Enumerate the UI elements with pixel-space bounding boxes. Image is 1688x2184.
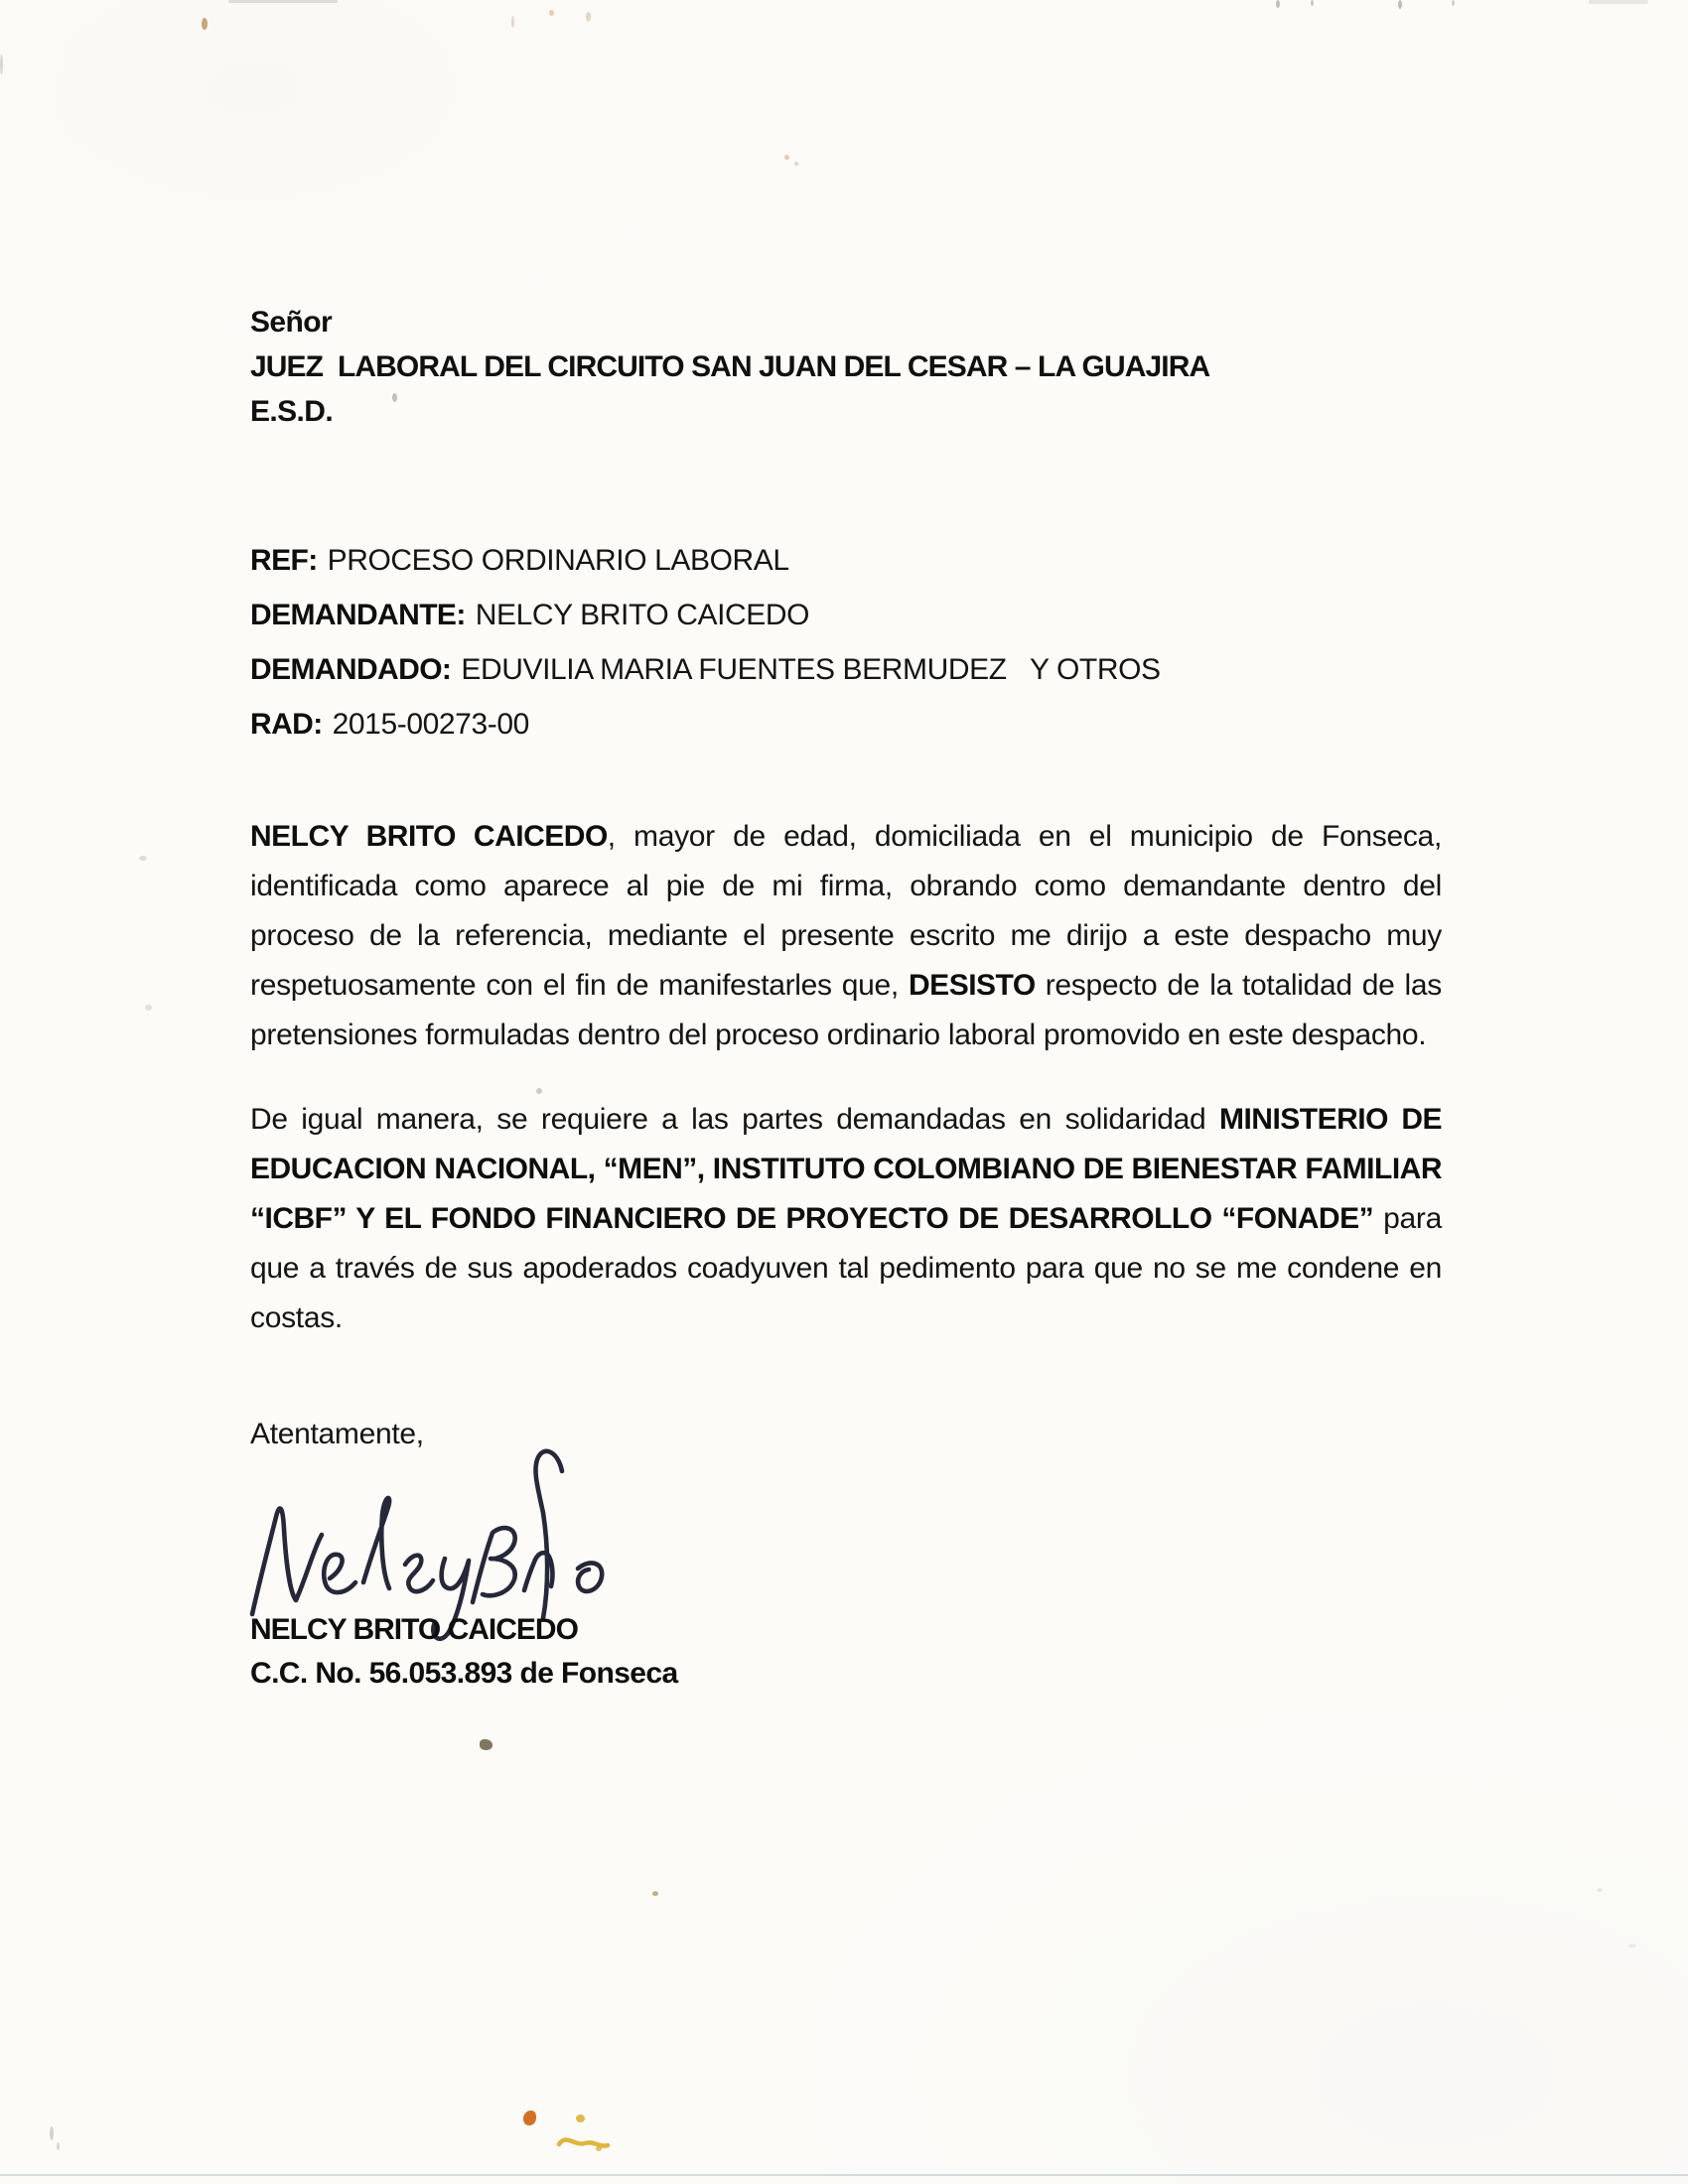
emphasis-text: MINISTERIO DE EDUCACION NACIONAL, “MEN”, INSTITUTO COLOMBIANO DE BIENESTAR FAMILIAR “ICBF” Y EL FONDO FINANCIERO DE PROYECTO DE DESARROLLO “FONADE” [250, 1103, 1443, 1235]
scan-speck [511, 16, 514, 28]
emphasis-text: DESISTO [909, 969, 1036, 1002]
scan-speck [145, 1005, 152, 1011]
addressee-line: JUEZ LABORAL DEL CIRCUITO SAN JUAN DEL CESAR – LA GUAJIRA [250, 350, 1210, 383]
ink-stain [523, 2111, 536, 2125]
scan-speck [1276, 0, 1280, 8]
ref-value: PROCESO ORDINARIO LABORAL [327, 544, 789, 577]
scan-speck [784, 155, 789, 160]
scan-speck [794, 162, 798, 166]
scan-speck [480, 1739, 492, 1750]
scan-speck [586, 12, 591, 22]
salutation: Señor [250, 306, 333, 339]
rad-label: RAD: [250, 708, 323, 741]
scan-speck [1597, 1888, 1603, 1892]
scan-speck [652, 1891, 658, 1896]
demandado-label: DEMANDADO: [250, 653, 452, 686]
scan-speck [392, 393, 397, 402]
scan-speck [228, 0, 338, 3]
signatory-name: NELCY BRITO CAICEDO [250, 1613, 578, 1646]
body-text: , mayor de edad, domiciliada en el municipio de Fonseca, identificada como aparece al pie de mi firma, obrando como demandante dentro del proceso de la referencia, mediante el presente escrito me dirijo a este despacho muy respetuosamente con el fin de manifestarles que, [250, 820, 1442, 1002]
body-text: De igual manera, se requiere a las partes demandadas en solidaridad [250, 1103, 1219, 1136]
body-paragraph-2 [250, 1095, 1442, 1343]
rad-line [250, 697, 1161, 751]
demandado-value: EDUVILIA MARIA FUENTES BERMUDEZ Y OTROS [461, 653, 1161, 686]
scan-speck [536, 1088, 542, 1094]
scan-speck [0, 55, 3, 74]
scan-speck [57, 2142, 60, 2150]
scanner-edge-line [0, 2174, 1688, 2176]
body-paragraph-1 [250, 812, 1442, 1060]
scan-speck [1589, 0, 1648, 4]
emphasis-text: NELCY BRITO CAICEDO [250, 820, 608, 853]
scan-speck [202, 18, 208, 30]
body-text: para que a través de sus apoderados coadyuven tal pedimento para que no se me condene en costas. [250, 1202, 1442, 1334]
demandado-line [250, 642, 1161, 697]
demandante-label: DEMANDANTE: [250, 599, 466, 631]
scan-speck [1452, 0, 1455, 6]
scan-speck [1398, 0, 1402, 9]
scan-speck [1628, 1944, 1636, 1948]
demandante-line [250, 588, 1161, 642]
demandante-value: NELCY BRITO CAICEDO [475, 599, 810, 631]
ink-stain-squiggle [556, 2130, 612, 2152]
body-text: respecto de la totalidad de las pretensiones formuladas dentro del proceso ordinario laboral promovido en este despacho. [250, 969, 1442, 1051]
scan-speck [50, 2126, 54, 2140]
scan-speck [139, 856, 147, 861]
rad-value: 2015-00273-00 [332, 708, 529, 741]
closing-line: Atentamente, [250, 1418, 424, 1450]
ref-line [250, 533, 1161, 588]
salutation-block [250, 300, 1209, 434]
scan-speck [549, 10, 554, 16]
reference-block [250, 533, 1161, 751]
ink-stain [576, 2115, 585, 2122]
esd-line: E.S.D. [250, 395, 334, 428]
signatory-id-line: C.C. No. 56.053.893 de Fonseca [250, 1657, 678, 1690]
scan-speck [1311, 0, 1314, 6]
ref-label: REF: [250, 544, 318, 577]
